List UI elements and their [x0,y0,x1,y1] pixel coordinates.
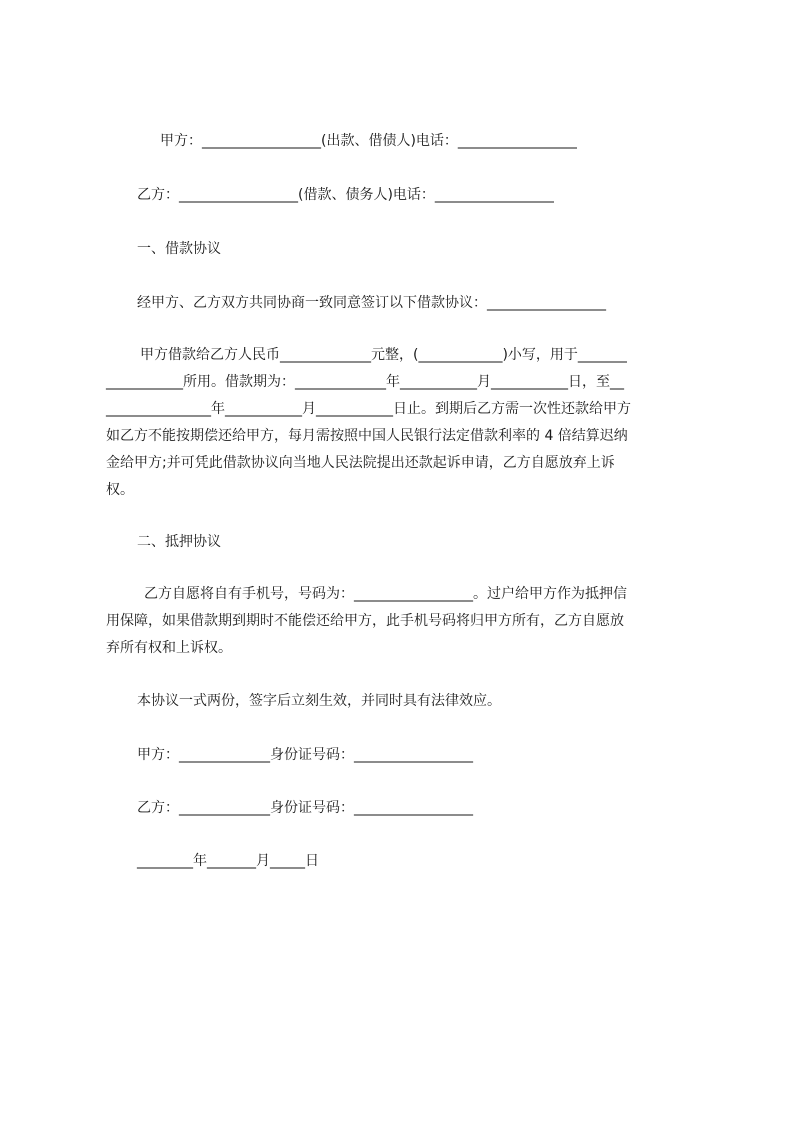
loan-paragraph-line-6: 权。 [106,482,134,498]
loan-paragraph-line-3: _______________年___________月___________日止。到期后乙方需一次性还款给甲方 [106,401,631,417]
mortgage-paragraph-line-2: 用保障，如果借款期到期时不能偿还给甲方，此手机号码将归甲方所有，乙方自愿放 [106,613,624,629]
signature-party-a: 甲方：_____________身份证号码：_________________ [137,747,473,763]
section-1-title: 一、借款协议 [137,241,221,257]
party-b-header: 乙方：_________________(借款、债务人)电话：_________________ [137,187,554,203]
loan-paragraph-line-2: ___________所用。借款期为：_____________年___________月___________日，至__ [106,374,624,390]
loan-paragraph-line-1: 甲方借款给乙方人民币_____________元整，(____________)小写，用于_______ [140,347,627,363]
signature-date: ________年_______月_____日 [137,853,319,869]
party-a-header: 甲方：_________________(出款、借债人)电话：_________________ [160,133,577,149]
section-2-title: 二、抵押协议 [137,534,221,550]
loan-paragraph-line-4: 如乙方不能按期偿还给甲方，每月需按照中国人民银行法定借款利率的 4 倍结算迟纳 [106,428,628,444]
agreement-intro: 经甲方、乙方双方共同协商一致同意签订以下借款协议：_________________ [137,295,606,311]
signature-party-b: 乙方：_____________身份证号码：_________________ [137,800,473,816]
mortgage-paragraph-line-3: 弃所有权和上诉权。 [106,640,232,656]
validity-statement: 本协议一式两份，签字后立刻生效，并同时具有法律效应。 [137,693,501,709]
mortgage-paragraph-line-1: 乙方自愿将自有手机号，号码为：_________________。过户给甲方作为抵押信 [144,586,627,602]
loan-paragraph-line-5: 金给甲方;并可凭此借款协议向当地人民法院提出还款起诉申请，乙方自愿放弃上诉 [106,455,615,471]
